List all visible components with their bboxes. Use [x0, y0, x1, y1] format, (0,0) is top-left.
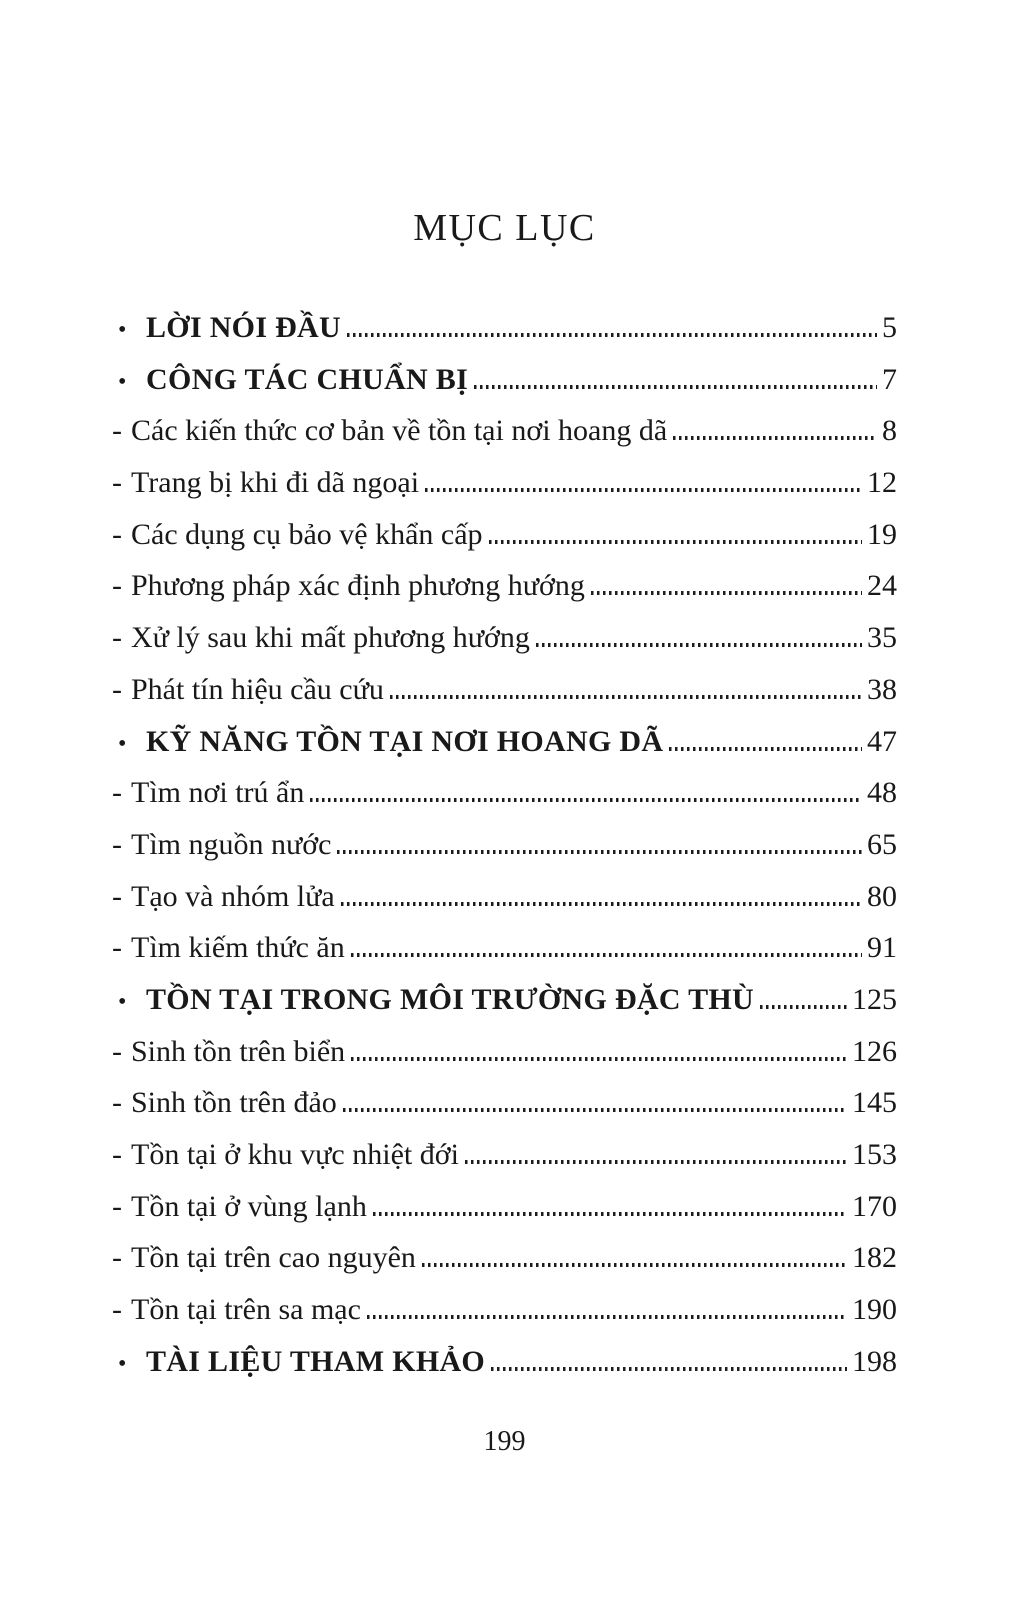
- toc-entry: [112, 405, 897, 457]
- dot-leader: [536, 643, 862, 647]
- dot-leader: [465, 1160, 847, 1164]
- entry-marker: -: [112, 931, 122, 965]
- toc-entry: [112, 1336, 897, 1388]
- dot-leader: [425, 488, 862, 492]
- toc-entry: [112, 1181, 897, 1233]
- entry-marker: •: [118, 730, 127, 757]
- entry-page-number: 47: [867, 724, 897, 758]
- toc-entry: [112, 560, 897, 612]
- entry-marker: -: [112, 1189, 122, 1223]
- entry-label: Trang bị khi đi dã ngoại: [131, 466, 420, 500]
- entry-marker: •: [118, 988, 127, 1015]
- dot-leader: [489, 540, 862, 544]
- toc-entry: [112, 509, 897, 561]
- entry-marker: •: [118, 1350, 127, 1377]
- toc-entry: [112, 664, 897, 716]
- toc-entry: [112, 1026, 897, 1078]
- entry-label: Tìm nguồn nước: [131, 827, 332, 861]
- dot-leader: [591, 591, 862, 595]
- entry-marker: -: [112, 1293, 122, 1327]
- entry-label: Xử lý sau khi mất phương hướng: [131, 621, 530, 655]
- entry-page-number: 170: [852, 1189, 897, 1223]
- entry-marker: -: [112, 672, 122, 706]
- entry-page-number: 24: [867, 569, 897, 603]
- toc-entry: [112, 612, 897, 664]
- dot-leader: [491, 1367, 847, 1371]
- entry-page-number: 91: [867, 931, 897, 965]
- entry-label: Tìm nơi trú ẩn: [131, 776, 305, 810]
- page-title: MỤC LỤC: [413, 207, 596, 249]
- entry-page-number: 125: [852, 982, 897, 1016]
- entry-marker: -: [112, 776, 122, 810]
- entry-page-number: 190: [852, 1293, 897, 1327]
- entry-marker: •: [118, 368, 127, 395]
- toc-entry: [112, 302, 897, 354]
- entry-label: Phương pháp xác định phương hướng: [131, 569, 585, 603]
- entry-marker: -: [112, 466, 122, 500]
- entry-page-number: 12: [867, 466, 897, 500]
- dot-leader: [367, 1315, 847, 1319]
- table-of-contents: [112, 302, 897, 1387]
- entry-page-number: 8: [882, 414, 897, 448]
- toc-entry: [112, 716, 897, 768]
- dot-leader: [669, 747, 862, 751]
- entry-label: Các dụng cụ bảo vệ khẩn cấp: [131, 517, 483, 551]
- dot-leader: [474, 385, 877, 389]
- entry-marker: -: [112, 1034, 122, 1068]
- entry-page-number: 198: [852, 1344, 897, 1378]
- toc-entry: [112, 1077, 897, 1129]
- dot-leader: [373, 1212, 847, 1216]
- entry-marker: -: [112, 414, 122, 448]
- entry-page-number: 35: [867, 621, 897, 655]
- entry-label: Tồn tại trên sa mạc: [131, 1293, 361, 1327]
- entry-page-number: 145: [852, 1086, 897, 1120]
- entry-page-number: 48: [867, 776, 897, 810]
- dot-leader: [351, 953, 862, 957]
- toc-entry: [112, 767, 897, 819]
- dot-leader: [422, 1263, 847, 1267]
- dot-leader: [673, 436, 877, 440]
- dot-leader: [341, 902, 862, 906]
- toc-entry: [112, 922, 897, 974]
- dot-leader: [351, 1057, 847, 1061]
- entry-label: Tạo và nhóm lửa: [131, 879, 335, 913]
- entry-page-number: 5: [882, 311, 897, 344]
- entry-marker: •: [118, 317, 127, 343]
- entry-label: CÔNG TÁC CHUẨN BỊ: [146, 362, 469, 396]
- entry-page-number: 153: [852, 1138, 897, 1171]
- dot-leader: [347, 333, 877, 337]
- entry-label: Các kiến thức cơ bản về tồn tại nơi hoang dã: [131, 414, 668, 448]
- entry-label: Tồn tại trên cao nguyên: [131, 1241, 416, 1275]
- entry-page-number: 80: [867, 879, 897, 913]
- entry-marker: -: [112, 879, 122, 913]
- entry-page-number: 19: [867, 517, 897, 551]
- entry-marker: -: [112, 1086, 122, 1120]
- dot-leader: [760, 1005, 847, 1009]
- entry-label: Phát tín hiệu cầu cứu: [131, 672, 384, 706]
- dot-leader: [390, 695, 862, 699]
- toc-entry: [112, 974, 897, 1026]
- entry-page-number: 182: [852, 1241, 897, 1275]
- toc-entry: [112, 457, 897, 509]
- entry-page-number: 38: [867, 672, 897, 706]
- entry-label: Tồn tại ở khu vực nhiệt đới: [131, 1138, 459, 1171]
- entry-marker: -: [112, 1241, 122, 1275]
- toc-entry: [112, 1129, 897, 1181]
- entry-label: Tồn tại ở vùng lạnh: [131, 1189, 367, 1223]
- entry-page-number: 126: [852, 1034, 897, 1068]
- entry-marker: -: [112, 1138, 122, 1171]
- dot-leader: [310, 798, 862, 802]
- entry-page-number: 65: [867, 827, 897, 861]
- entry-marker: -: [112, 569, 122, 603]
- toc-entry: [112, 354, 897, 406]
- toc-entry: [112, 1284, 897, 1336]
- toc-entry: [112, 819, 897, 871]
- entry-label: TÀI LIỆU THAM KHẢO: [146, 1344, 486, 1378]
- entry-label: Tìm kiếm thức ăn: [131, 931, 345, 965]
- dot-leader: [343, 1108, 847, 1112]
- entry-page-number: 7: [882, 362, 897, 396]
- toc-entry: [112, 1232, 897, 1284]
- entry-marker: -: [112, 621, 122, 655]
- entry-label: TỒN TẠI TRONG MÔI TRƯỜNG ĐẶC THÙ: [146, 982, 755, 1016]
- entry-label: LỜI NÓI ĐẦU: [146, 311, 341, 344]
- entry-marker: -: [112, 827, 122, 861]
- toc-entry: [112, 871, 897, 923]
- entry-label: KỸ NĂNG TỒN TẠI NƠI HOANG DÃ: [146, 724, 664, 758]
- entry-marker: -: [112, 517, 122, 551]
- entry-label: Sinh tồn trên biển: [131, 1034, 346, 1068]
- dot-leader: [337, 850, 862, 854]
- entry-label: Sinh tồn trên đảo: [131, 1086, 337, 1120]
- page-number-footer: 199: [483, 1426, 526, 1457]
